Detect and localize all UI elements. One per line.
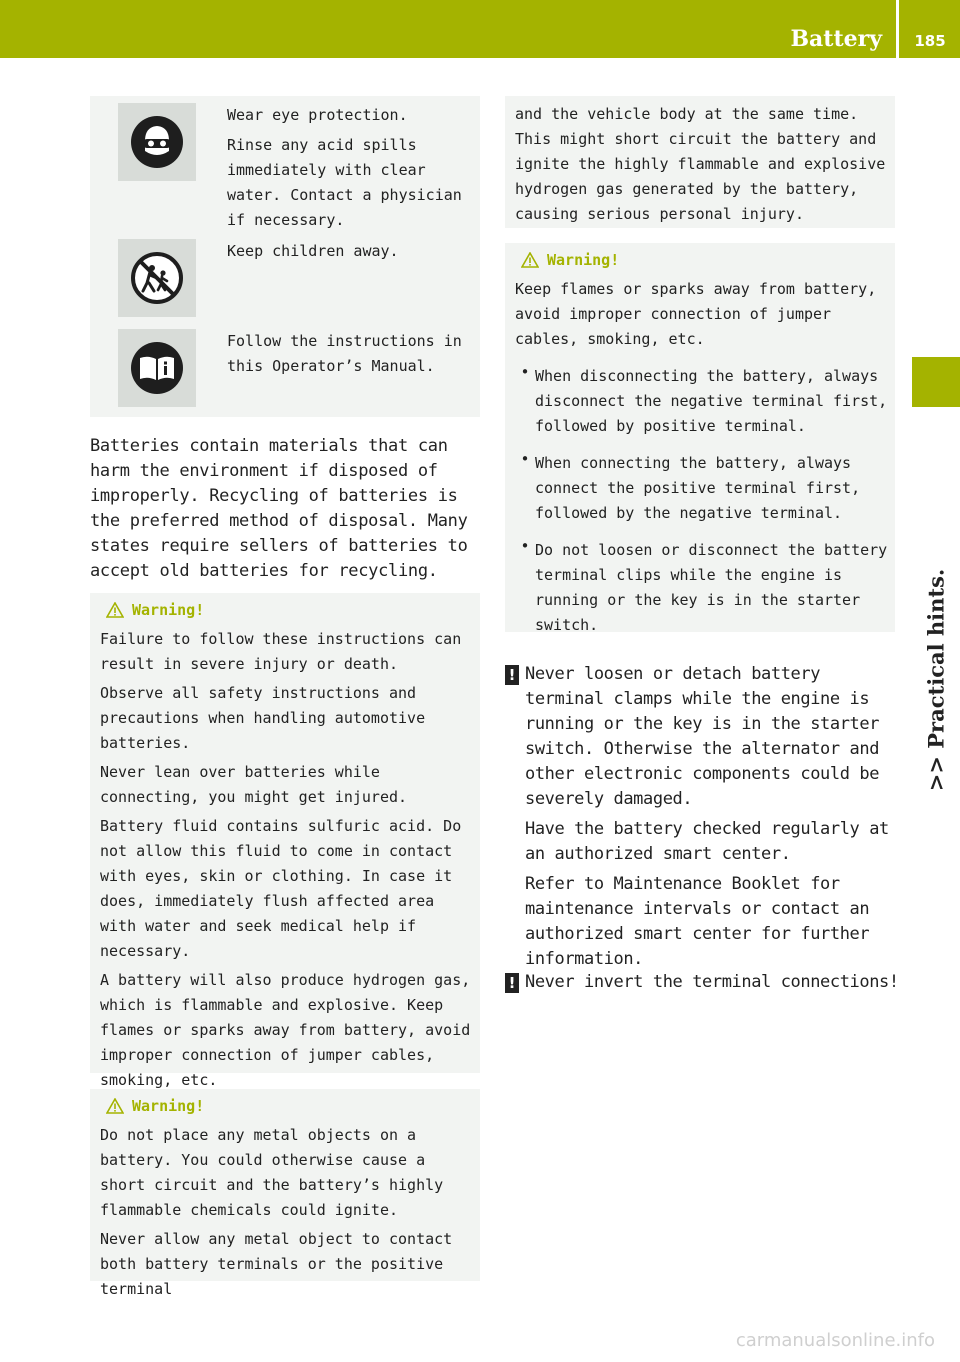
bullet-dot: • [520,363,530,381]
warning-box-metal-objects [90,1089,480,1298]
symbol-text [227,239,472,264]
page-number: 185 [914,32,946,50]
warning-box-flames [505,243,895,632]
bullet-item [515,360,889,439]
warning-triangle-icon [106,602,124,618]
recycling-paragraph [90,434,482,584]
bullet-text: Do not loosen or disconnect the battery terminal clips while the engine is running or the key is in the starter switch. [535,541,888,634]
warning-body [515,277,889,638]
watermark: carmanualsonline.info [735,1330,935,1351]
warning-paragraph: Never lean over batteries while connecting, you might get injured. [100,763,408,806]
keep-children-away-icon [118,239,196,317]
warning-body [100,1123,474,1302]
warning-paragraph: Battery fluid contains sulfuric acid. Do not allow this fluid to come in contact with eyes, skin or clothing. In case it does, immediately flush affected area with water and seek medical help if necessary. [100,817,462,960]
warning-box-continued [505,96,895,228]
symbol-line: Keep children away. [227,242,399,260]
warning-content [100,597,472,1093]
bullet-dot: • [520,450,530,468]
warning-paragraph: Observe all safety instructions and precautions when handling automotive batteries. [100,684,426,752]
warning-body [100,627,472,1093]
note-paragraph: Never invert the terminal connections! [525,972,899,992]
note-terminal-clamps [505,662,900,972]
symbol-line: Follow the instructions in this Operator’s Manual. [227,332,462,375]
bullet-dot: • [520,537,530,555]
warning-box-acid [90,593,480,1089]
bullet-item [515,534,889,638]
note-paragraph: Refer to Maintenance Booklet for maintenance intervals or contact an authorized smart center for further information. [525,874,870,969]
header-divider [896,0,899,58]
warning-paragraph: and the vehicle body at the same time. This might short circuit the battery and ignite the highly flammable and explosive hydrogen gas generated by the battery, causing serious personal injury. [515,105,886,223]
symbol-text [227,103,472,233]
exclamation-icon: ! [505,973,519,993]
symbol-line: Wear eye protection. [227,106,408,124]
warning-heading [100,597,472,623]
bullet-text: When disconnecting the battery, always disconnect the negative terminal first, followed by positive terminal. [535,367,888,435]
note-invert-terminals [505,970,900,995]
exclamation-icon: ! [505,665,519,685]
page-header [0,0,960,58]
warning-title: Warning! [547,251,620,269]
warning-paragraph: Keep flames or sparks away from battery, avoid improper connection of jumper cables, smoking, etc. [515,280,877,348]
symbol-text [227,329,472,379]
note-paragraph: Never loosen or detach battery terminal clamps while the engine is running or the key is in the starter switch. Otherwise the alternator and other electronic components could be severely damaged. [525,664,880,809]
bullet-item [515,447,889,526]
warning-heading [100,1093,474,1119]
warning-content [100,1093,474,1302]
warning-content [515,247,889,638]
symbol-line: Rinse any acid spills immediately with clear water. Contact a physician if necessary. [227,136,462,229]
chapter-tab-marker [912,357,960,407]
operators-manual-icon [118,329,196,407]
warning-paragraph: Never allow any metal object to contact both battery terminals or the positive terminal [100,1230,453,1298]
warning-paragraph: A battery will also produce hydrogen gas, which is flammable and explosive. Keep flames or sparks away from battery, avoid improper connection of jumper cables, smoking, etc. [100,971,471,1089]
warning-triangle-icon [521,252,539,268]
recycling-text: Batteries contain materials that can harm the environment if disposed of improperly. Recycling of batteries is the preferred method of disposal. Many states require sellers of batteries to accept old batteries for recycling. [90,436,468,581]
warning-title: Warning! [132,601,205,619]
note-text [525,662,900,972]
bullet-text: When connecting the battery, always connect the positive terminal first, followed by the negative terminal. [535,454,861,522]
note-text [525,970,900,995]
warning-paragraph: Do not place any metal objects on a battery. You could otherwise cause a short circuit and the battery’s highly flammable chemicals could ignite. [100,1126,444,1219]
warning-heading [515,247,889,273]
note-paragraph: Have the battery checked regularly at an authorized smart center. [525,819,889,864]
safety-symbols-box [90,96,480,417]
eye-protection-icon [118,103,196,181]
warning-paragraph: Failure to follow these instructions can result in severe injury or death. [100,630,462,673]
warning-triangle-icon [106,1098,124,1114]
warning-content [515,102,891,227]
chapter-tab-label: >> Practical hints. [923,568,949,792]
section-title: Battery [790,26,882,52]
warning-title: Warning! [132,1097,205,1115]
